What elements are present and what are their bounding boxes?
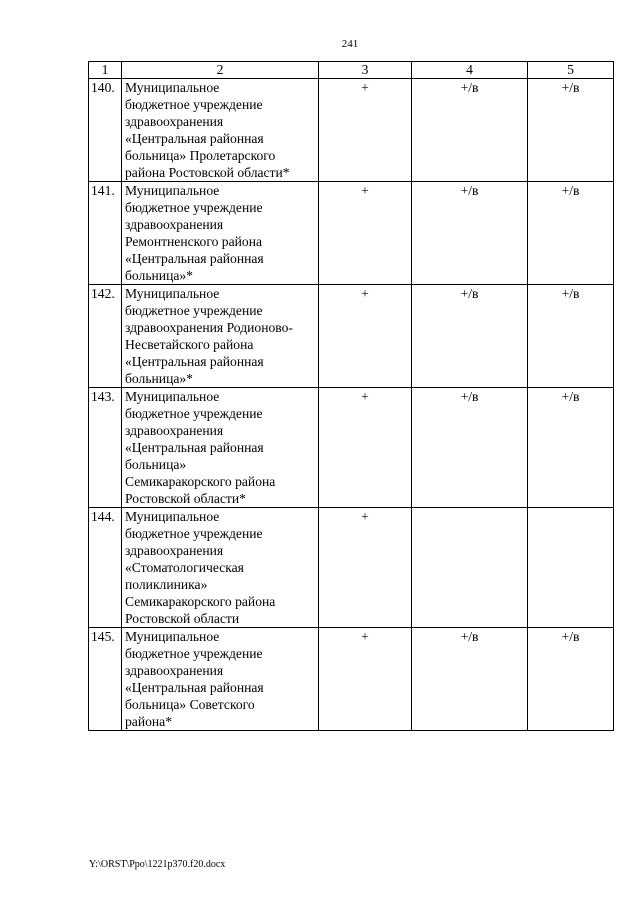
column-3-mark: +	[319, 285, 412, 388]
column-header-4: 4	[412, 62, 528, 79]
facilities-table-container	[88, 61, 613, 731]
row-number: 143.	[89, 388, 122, 508]
column-4-mark	[412, 508, 528, 628]
facility-name: Муниципальное бюджетное учреждение здравоохранения «Центральная районная больница» Советского района*	[122, 628, 319, 731]
facility-name: Муниципальное бюджетное учреждение здравоохранения «Центральная районная больница» Пролетарского района Ростовской области*	[122, 79, 319, 182]
column-header-1: 1	[89, 62, 122, 79]
table-row	[89, 628, 614, 731]
facility-name: Муниципальное бюджетное учреждение здравоохранения Родионово- Несветайского района «Центральная районная больница»*	[122, 285, 319, 388]
column-3-mark: +	[319, 182, 412, 285]
page-number: 241	[341, 38, 359, 50]
row-number: 141.	[89, 182, 122, 285]
column-header-3: 3	[319, 62, 412, 79]
column-4-mark: +/в	[412, 388, 528, 508]
column-3-mark: +	[319, 79, 412, 182]
column-3-mark: +	[319, 508, 412, 628]
table-row	[89, 388, 614, 508]
row-number: 145.	[89, 628, 122, 731]
facility-name: Муниципальное бюджетное учреждение здравоохранения «Центральная районная больница» Семикаракорского района Ростовской области*	[122, 388, 319, 508]
column-header-5: 5	[528, 62, 614, 79]
row-number: 144.	[89, 508, 122, 628]
facilities-table	[88, 61, 614, 731]
column-5-mark: +/в	[528, 285, 614, 388]
column-5-mark: +/в	[528, 388, 614, 508]
table-row	[89, 508, 614, 628]
column-5-mark: +/в	[528, 182, 614, 285]
table-row	[89, 79, 614, 182]
column-4-mark: +/в	[412, 628, 528, 731]
table-header-row	[89, 62, 614, 79]
column-5-mark: +/в	[528, 628, 614, 731]
footer-file-path: Y:\ORST\Ppo\1221p370.f20.docx	[89, 859, 226, 870]
column-5-mark: +/в	[528, 79, 614, 182]
column-4-mark: +/в	[412, 79, 528, 182]
column-5-mark	[528, 508, 614, 628]
table-row	[89, 182, 614, 285]
column-4-mark: +/в	[412, 182, 528, 285]
table-row	[89, 285, 614, 388]
row-number: 140.	[89, 79, 122, 182]
row-number: 142.	[89, 285, 122, 388]
facility-name: Муниципальное бюджетное учреждение здравоохранения «Стоматологическая поликлиника» Семикаракорского района Ростовской области	[122, 508, 319, 628]
column-3-mark: +	[319, 628, 412, 731]
column-3-mark: +	[319, 388, 412, 508]
column-4-mark: +/в	[412, 285, 528, 388]
facility-name: Муниципальное бюджетное учреждение здравоохранения Ремонтненского района «Центральная районная больница»*	[122, 182, 319, 285]
column-header-2: 2	[122, 62, 319, 79]
